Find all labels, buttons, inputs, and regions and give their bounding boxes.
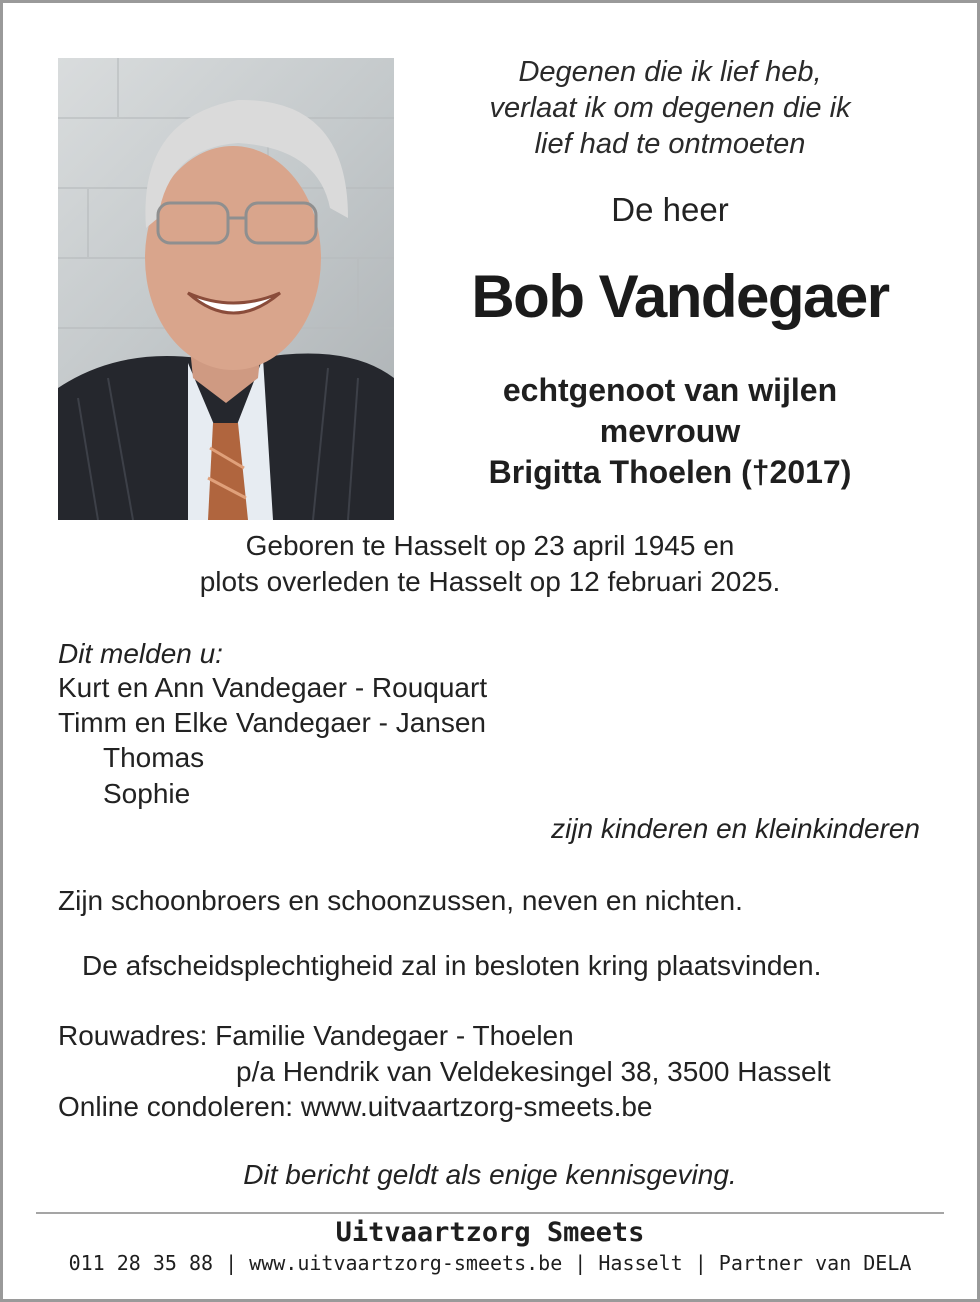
spouse-info	[420, 370, 920, 493]
mourning-address-street: p/a Hendrik van Veldekesingel 38, 3500 Hasselt	[236, 1056, 831, 1087]
salutation: De heer	[611, 191, 729, 228]
relation-note: zijn kinderen en kleinkinderen	[551, 813, 920, 844]
quote-line: lief had te ontmoeten	[534, 128, 806, 160]
quote-line: verlaat ik om degenen die ik	[489, 92, 851, 124]
footer-divider	[36, 1212, 944, 1214]
funeral-home-contact: 011 28 35 88 | www.uitvaartzorg-smeets.be | Hasselt | Partner van DELA	[68, 1251, 912, 1275]
family-line: Kurt en Ann Vandegaer - Rouquart	[58, 672, 488, 703]
spouse-line: Brigitta Thoelen (†2017)	[488, 454, 852, 490]
mourning-address: Rouwadres: Familie Vandegaer - Thoelen	[58, 1020, 574, 1051]
memorial-quote	[420, 54, 920, 162]
relatives-line: Zijn schoonbroers en schoonzussen, neven en nichten.	[58, 885, 743, 916]
spouse-line: mevrouw	[599, 413, 741, 449]
ceremony-line: De afscheidsplechtigheid zal in besloten kring plaatsvinden.	[82, 950, 822, 981]
funeral-home-name: Uitvaartzorg Smeets	[335, 1217, 645, 1248]
birth-death-info	[0, 528, 980, 600]
grandchild-name: Sophie	[103, 778, 191, 809]
announcers-intro: Dit melden u:	[58, 638, 223, 669]
spouse-line: echtgenoot van wijlen	[502, 372, 838, 408]
grandchild-name: Thomas	[103, 742, 205, 773]
birth-line: Geboren te Hasselt op 23 april 1945 en	[245, 530, 735, 561]
family-line: Timm en Elke Vandegaer - Jansen	[58, 707, 486, 738]
closing-note: Dit bericht geldt als enige kennisgeving.	[243, 1159, 737, 1190]
online-condolence: Online condoleren: www.uitvaartzorg-smeets.be	[58, 1091, 653, 1122]
quote-line: Degenen die ik lief heb,	[518, 56, 822, 88]
deceased-name: Bob Vandegaer	[471, 263, 889, 330]
portrait-photo	[58, 58, 394, 520]
death-line: plots overleden te Hasselt op 12 februari 2025.	[199, 566, 781, 597]
